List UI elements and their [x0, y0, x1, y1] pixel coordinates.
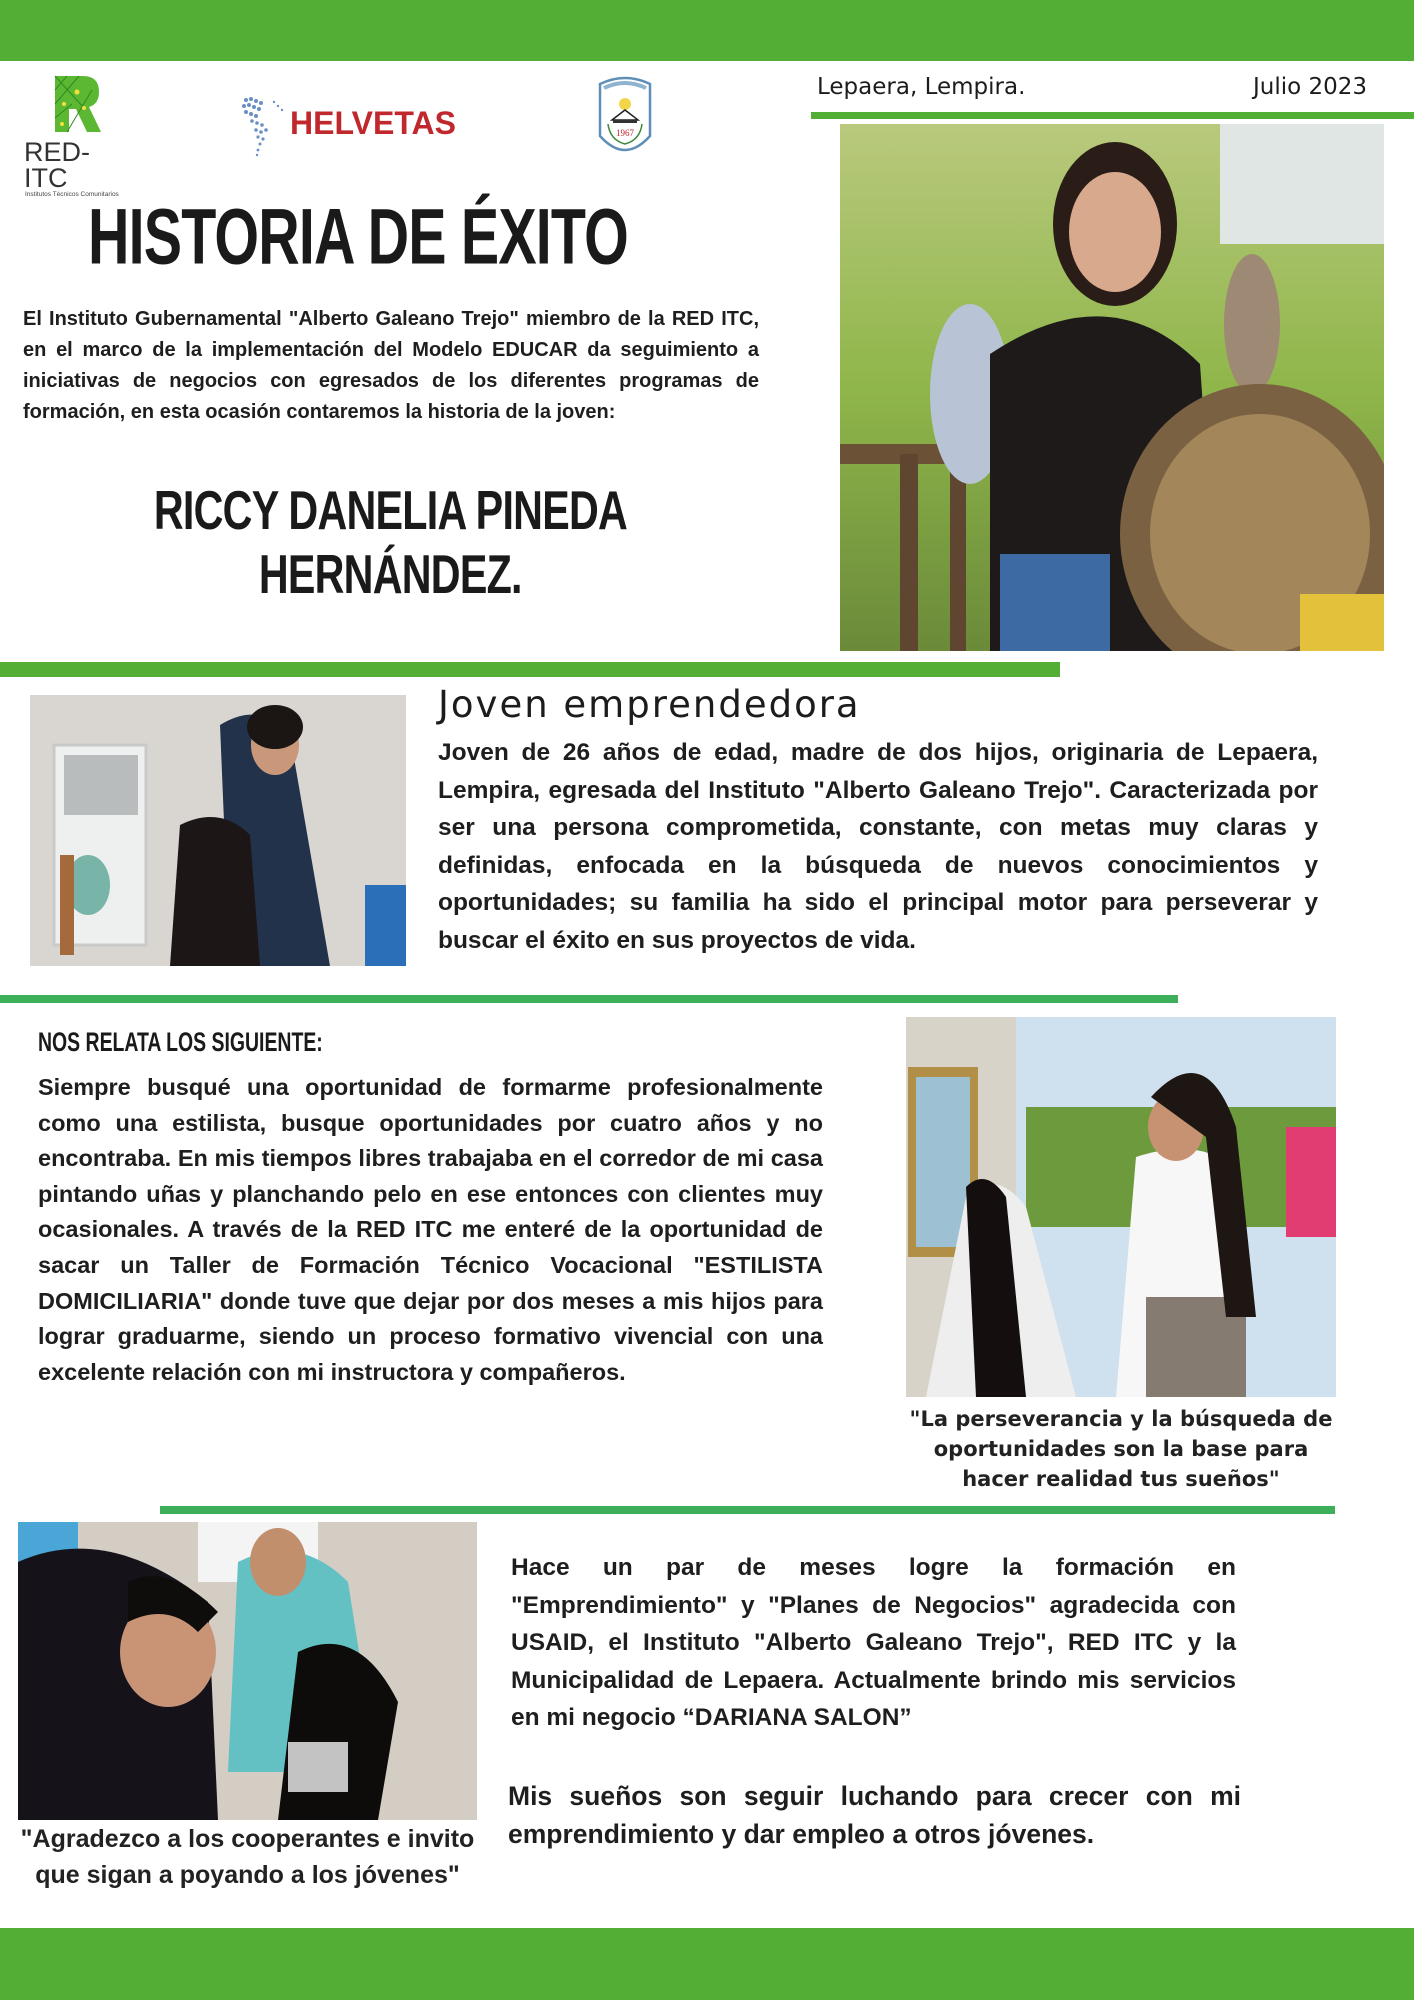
institute-seal-logo [594, 74, 656, 160]
helvetas-name: HELVETAS [290, 105, 456, 141]
business-quote-caption: "Agradezco a los cooperantes e invito que sigan a poyando a los jóvenes" [20, 1825, 475, 1889]
red-itc-tagline: Institutos Técnicos Comunitarios [25, 191, 119, 198]
americas-map-icon [236, 94, 292, 160]
date-text: Julio 2023 [1253, 74, 1368, 100]
red-itc-name: RED-ITC [24, 137, 90, 193]
story-quote-caption: "La perseverancia y la búsqueda de oportunidades son la base para hacer realidad tus sueños" [909, 1407, 1333, 1491]
intro-paragraph: El Instituto Gubernamental "Alberto Galeano Trejo" miembro de la RED ITC, en el marco de la implementación del Modelo EDUCAR da seguimiento a iniciativas de negocios con egresados de los diferentes programas de formación, en esta ocasión contaremos la historia de la joven: [23, 308, 759, 423]
story-heading: NOS RELATA LOS SIGUIENTE: [38, 1027, 323, 1057]
red-itc-logo [22, 74, 132, 198]
section-divider-1 [0, 662, 1060, 677]
dreams-paragraph: Mis sueños son seguir luchando para crecer con mi emprendimiento y dar empleo a otros jóvenes. [508, 1781, 1241, 1849]
entrepreneur-paragraph: Joven de 26 años de edad, madre de dos hijos, originaria de Lepaera, Lempira, egresada del Instituto "Alberto Galeano Trejo". Caracterizada por ser una persona comprometida, constante, con metas muy claras y definidas, enfocada en la búsqueda de nuevos conocimientos y oportunidades; su familia ha sido el principal motor para perseverar y buscar el éxito en sus proyectos de vida. [438, 739, 1318, 954]
porch-photo [906, 1017, 1336, 1397]
location-text: Lepaera, Lempira. [817, 74, 1026, 100]
business-paragraph: Hace un par de meses logre la formación en "Emprendimiento" y "Planes de Negocios" agradecida con USAID, el Instituto "Alberto Galeano Trejo", RED ITC y la Municipalidad de Lepaera. Actualmente brindo mis servicios en mi negocio “DARIANA SALON” [511, 1554, 1236, 1731]
story-paragraph: Siempre busqué una oportunidad de formarme profesionalmente como una estilista, busque oportunidades por cuatro años y no encontraba. En mis tiempos libres trabajaba en el corredor de mi casa pintando uñas y planchando pelo en ese entonces con clientes muy ocasionales. A través de la RED ITC me enteré de la oportunidad de sacar un Taller de Formación Técnico Vocacional "ESTILISTA DOMICILIARIA" donde tuve que dejar por dos meses a mis hijos para lograr graduarme, siendo un proceso formativo vivencial con una excelente relación con mi instructora y compañeros. [38, 1074, 823, 1385]
workshop-photo [18, 1522, 477, 1820]
page-title: HISTORIA DE ÉXITO [88, 192, 628, 281]
salon-photo [30, 695, 406, 966]
hero-photo [840, 124, 1384, 651]
protagonist-name-line2: HERNÁNDEZ. [258, 543, 522, 605]
header-divider [811, 112, 1414, 119]
section-divider-2 [0, 995, 1178, 1003]
top-banner [0, 0, 1414, 61]
helvetas-logo [236, 94, 466, 164]
protagonist-name [0, 478, 780, 606]
protagonist-name-line1: RICCY DANELIA PINEDA [153, 479, 627, 541]
bottom-banner [0, 1928, 1414, 2000]
entrepreneur-heading: Joven emprendedora [438, 683, 861, 726]
svg-text:1967: 1967 [616, 128, 634, 138]
section-divider-3 [160, 1506, 1335, 1514]
red-itc-r-icon [22, 74, 132, 134]
